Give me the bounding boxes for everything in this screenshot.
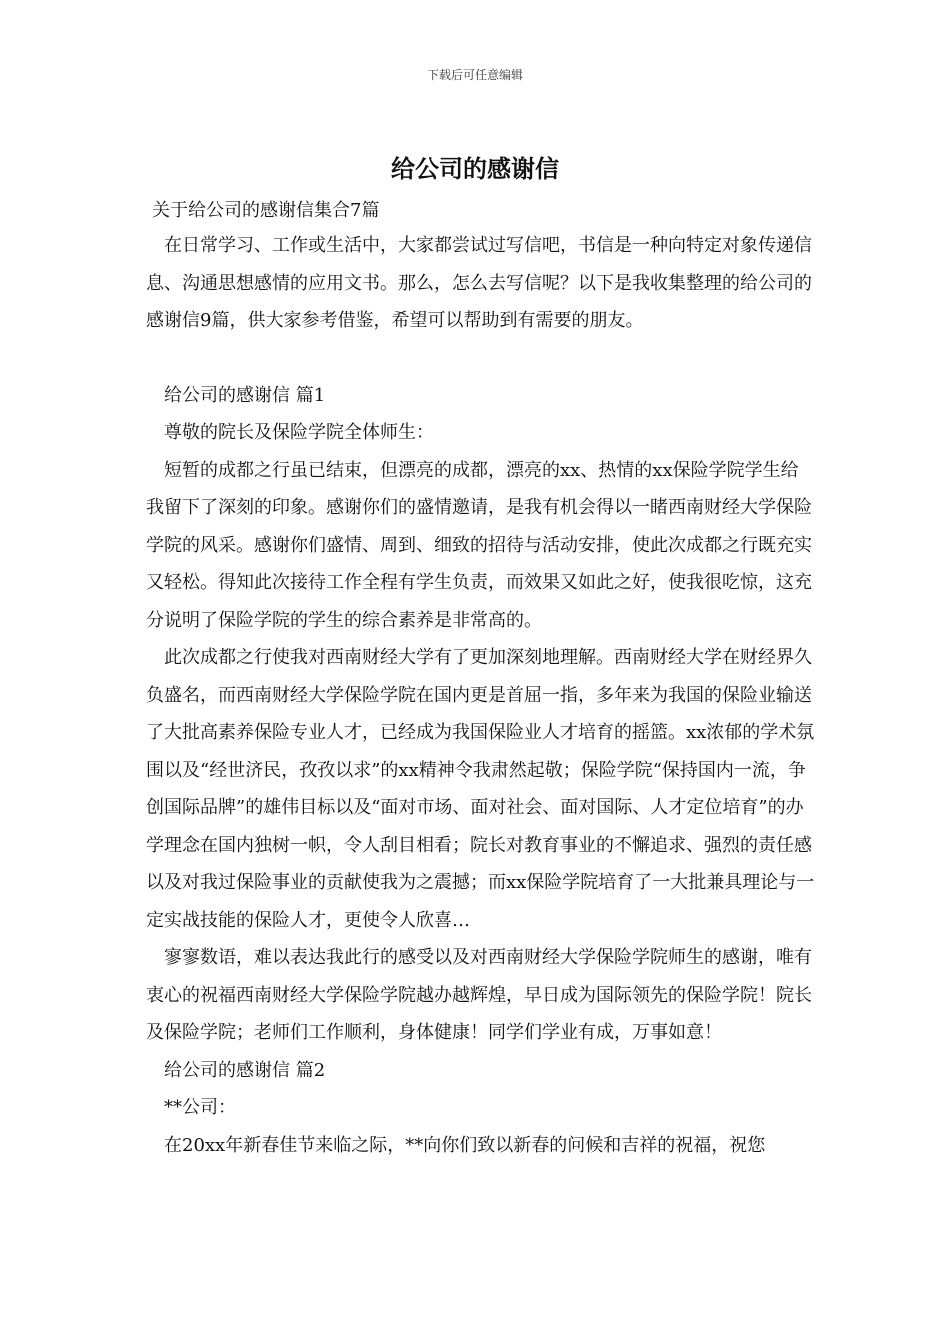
section1-paragraph-1: 短暂的成都之行虽已结束，但漂亮的成都，漂亮的xx、热情的xx保险学院学生给我留下了深刻的印象。感谢你们的盛情邀请，是我有机会得以一睹西南财经大学保险学院的风采。感谢你们盛情、周到、细致的招待与活动安排，使此次成都之行既充实又轻松。得知此次接待工作全程有学生负责，而效果又如此之好，使我很吃惊，这充分说明了保险学院的学生的综合素养是非常高的。 [146,459,812,631]
document-subtitle: 关于给公司的感谢信集合7篇 [152,200,380,221]
document-title: 给公司的感谢信 [391,154,559,183]
section-spacer [146,340,816,377]
salutation-1: 尊敬的院长及保险学院全体师生： [164,422,434,443]
section2-paragraph-1: 在20xx年新春佳节来临之际，**向你们致以新春的问候和吉祥的祝福，祝您 [164,1134,766,1156]
section-heading-1: 给公司的感谢信 篇1 [164,384,326,406]
section1-paragraph-2: 此次成都之行使我对西南财经大学有了更加深刻地理解。西南财经大学在财经界久负盛名，而西南财经大学保险学院在国内更是首屈一指，多年来为我国的保险业输送了大批高素养保险专业人才，已经成为我国保险业人才培育的摇篮。xx浓郁的学术氛围以及“经世济民，孜孜以求”的xx精神令我肃然起敬；保险学院“保持国内一流，争创国际品牌”的雄伟目标以及“面对市场、面对社会、面对国际、人才定位培育”的办学理念在国内独树一帜，令人刮目相看；院长对教育事业的不懈追求、强烈的责任感以及对我过保险事业的贡献使我为之震撼；而xx保险学院培育了一大批兼具理论与一定实战技能的保险人才，更使令人欣喜… [146,647,815,931]
section-heading-2: 给公司的感谢信 篇2 [164,1059,326,1081]
section1-paragraph-3: 寥寥数语，难以表达我此行的感受以及对西南财经大学保险学院师生的感谢，唯有衷心的祝福西南财经大学保险学院越办越辉煌，早日成为国际领先的保险学院！院长及保险学院；老师们工作顺利，身体健康！同学们学业有成，万事如意！ [146,947,812,1043]
salutation-2: **公司： [164,1097,236,1118]
document-body [146,195,816,1164]
intro-paragraph: 在日常学习、工作或生活中，大家都尝试过写信吧，书信是一种向特定对象传递信息、沟通思想感情的应用文书。那么，怎么去写信呢？以下是我收集整理的给公司的感谢信9篇，供大家参考借鉴，希望可以帮助到有需要的朋友。 [146,235,812,331]
header-note: 下载后可任意编辑 [426,68,523,82]
